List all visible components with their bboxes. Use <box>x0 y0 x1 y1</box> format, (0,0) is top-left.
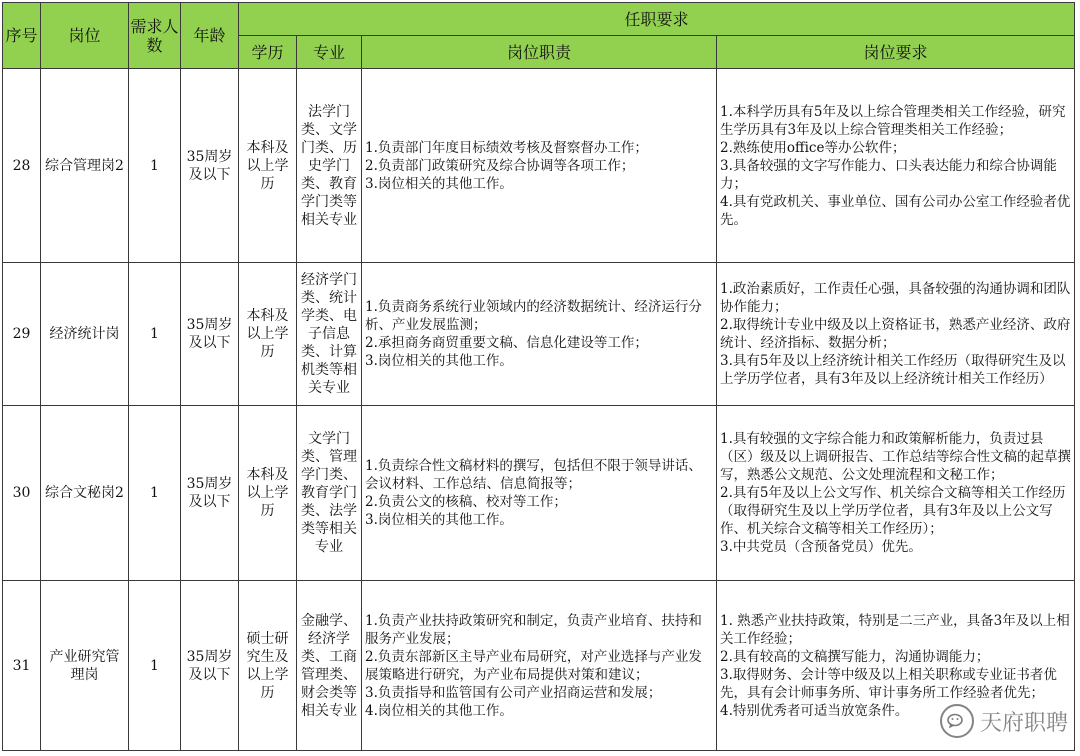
cell-position <box>41 263 129 406</box>
requirement-item: 1.政治素质好，工作责任心强，具备较强的沟通协调和团队协作能力； <box>720 281 1071 315</box>
cell-education: 本科及以上学历 <box>239 69 297 263</box>
cell-headcount: 1 <box>129 263 181 406</box>
header-major: 专业 <box>297 36 362 69</box>
wechat-icon <box>940 704 974 738</box>
cell-major: 经济学门类、统计学类、电子信息类、计算机类等相关专业 <box>297 263 362 406</box>
cell-requirements <box>717 406 1075 581</box>
header-position: 岗位 <box>41 3 129 69</box>
wechat-icon-shape <box>947 713 967 729</box>
duty-item: 2.负责部门政策研究及综合协调等各项工作； <box>365 157 635 174</box>
age-text: 35周岁及以下 <box>186 148 233 183</box>
watermark-text: 天府职聘 <box>979 710 1068 736</box>
age-text: 35周岁及以下 <box>186 648 233 683</box>
cell-seq: 28 <box>3 69 41 263</box>
cell-education: 本科及以上学历 <box>239 406 297 581</box>
cell-position <box>41 406 129 581</box>
cell-major: 法学门类、文学门类、历史学门类、教育学门类等相关专业 <box>297 69 362 263</box>
position-text: 产业研究管理岗 <box>49 648 120 683</box>
header-seq: 序号 <box>3 3 41 69</box>
age-text: 35周岁及以下 <box>186 317 233 351</box>
header-duties: 岗位职责 <box>362 36 717 69</box>
table-row <box>3 263 1075 406</box>
header-headcount: 需求人数 <box>129 3 181 69</box>
cell-headcount: 1 <box>129 69 181 263</box>
duty-item: 3.岗位相关的其他工作。 <box>365 353 513 369</box>
requirement-item: 2.具有较高的文稿撰写能力，沟通协调能力； <box>720 648 990 665</box>
cell-major: 文学门类、管理学门类、教育学门类、法学类等相关专业 <box>297 406 362 581</box>
position-text: 经济统计岗 <box>49 326 120 342</box>
cell-education: 硕士研究生及以上学历 <box>239 581 297 751</box>
duty-item: 3.岗位相关的其他工作。 <box>365 512 513 528</box>
table-row <box>3 69 1075 263</box>
header-age: 年龄 <box>181 3 239 69</box>
header-education: 学历 <box>239 36 297 69</box>
duty-item: 4.岗位相关的其他工作。 <box>365 702 513 719</box>
cell-age <box>181 581 239 751</box>
cell-position <box>41 581 129 751</box>
duty-item: 1.负责综合性文稿材料的撰写，包括但不限于领导讲话、会议材料、工作总结、信息简报等； <box>365 458 702 492</box>
duty-item: 1.负责产业扶持政策研究和制定，负责产业培育、扶持和服务产业发展； <box>365 612 702 647</box>
cell-age <box>181 406 239 581</box>
requirement-item: 1.本科学历具有5年及以上综合管理类相关工作经验，研究生学历具有3年及以上综合管理类相关工作经验； <box>720 103 1066 138</box>
requirement-item: 3.具有5年及以上经济统计相关工作经历（取得研究生及以上学历学位者，具有3年及以上经济统计相关工作经历） <box>720 353 1066 387</box>
job-table <box>2 2 1075 751</box>
cell-duties <box>362 581 717 751</box>
duty-item: 1.负责部门年度目标绩效考核及督察督办工作； <box>365 139 648 156</box>
cell-duties <box>362 263 717 406</box>
duty-item: 2.负责东部新区主导产业布局研究，对产业选择与产业发展策略进行研究，为产业布局提供对策和建议； <box>365 648 702 683</box>
cell-duties <box>362 406 717 581</box>
table-row <box>3 406 1075 581</box>
cell-requirements <box>717 69 1075 263</box>
cell-requirements <box>717 263 1075 406</box>
cell-headcount: 1 <box>129 581 181 751</box>
requirement-item: 1.具有较强的文字综合能力和政策解析能力，负责过县（区）级及以上调研报告、工作总结等综合性文稿的起草撰写，熟悉公文规范、公文处理流程和文秘工作； <box>720 431 1071 483</box>
cell-age <box>181 263 239 406</box>
header-requirements: 任职要求 <box>239 3 1075 36</box>
requirement-item: 4.特别优秀者可适当放宽条件。 <box>720 702 909 719</box>
position-text: 综合管理岗2 <box>45 157 124 174</box>
cell-position <box>41 69 129 263</box>
cell-age <box>181 69 239 263</box>
requirement-item: 2.取得统计专业中级及以上资格证书，熟悉产业经济、政府统计、经济指标、数据分析； <box>720 317 1071 351</box>
age-text: 35周岁及以下 <box>186 476 233 510</box>
cell-headcount: 1 <box>129 406 181 581</box>
requirement-item: 3.取得财务、会计等中级及以上相关职称或专业证书者优先，具有会计师事务所、审计事务所工作经验者优先； <box>720 666 1057 701</box>
requirement-item: 4.具有党政机关、事业单位、国有公司办公室工作经验者优先。 <box>720 193 1071 228</box>
duty-item: 3.岗位相关的其他工作。 <box>365 175 513 192</box>
cell-seq: 31 <box>3 581 41 751</box>
cell-major: 金融学、经济学类、工商管理类、财会类等相关专业 <box>297 581 362 751</box>
cell-seq: 29 <box>3 263 41 406</box>
table-row <box>3 581 1075 751</box>
watermark <box>940 704 1068 738</box>
requirement-item: 3.具备较强的文字写作能力、口头表达能力和综合协调能力； <box>720 157 1057 192</box>
cell-duties <box>362 69 717 263</box>
requirement-item: 2.熟练使用office等办公软件； <box>720 139 906 156</box>
duty-item: 2.承担商务商贸重要文稿、信息化建设等工作； <box>365 335 648 351</box>
cell-education: 本科及以上学历 <box>239 263 297 406</box>
requirement-item: 3.中共党员（含预备党员）优先。 <box>720 539 922 555</box>
position-text: 综合文秘岗2 <box>45 485 124 501</box>
duty-item: 1.负责商务系统行业领域内的经济数据统计、经济运行分析、产业发展监测； <box>365 299 702 333</box>
header-row-1 <box>3 3 1075 36</box>
duty-item: 2.负责公文的核稿、校对等工作； <box>365 494 567 510</box>
cell-seq: 30 <box>3 406 41 581</box>
requirement-item: 1. 熟悉产业扶持政策，特别是二三产业，具备3年及以上相关工作经验； <box>720 612 1070 647</box>
requirement-item: 2.具有5年及以上公文写作、机关综合文稿等相关工作经历（取得研究生及以上学历学位者，具有3年及以上公文写作、机关综合文稿等相关工作经历）； <box>720 485 1066 537</box>
duty-item: 3.负责指导和监管国有公司产业招商运营和发展； <box>365 684 662 701</box>
header-job-requirements: 岗位要求 <box>717 36 1075 69</box>
